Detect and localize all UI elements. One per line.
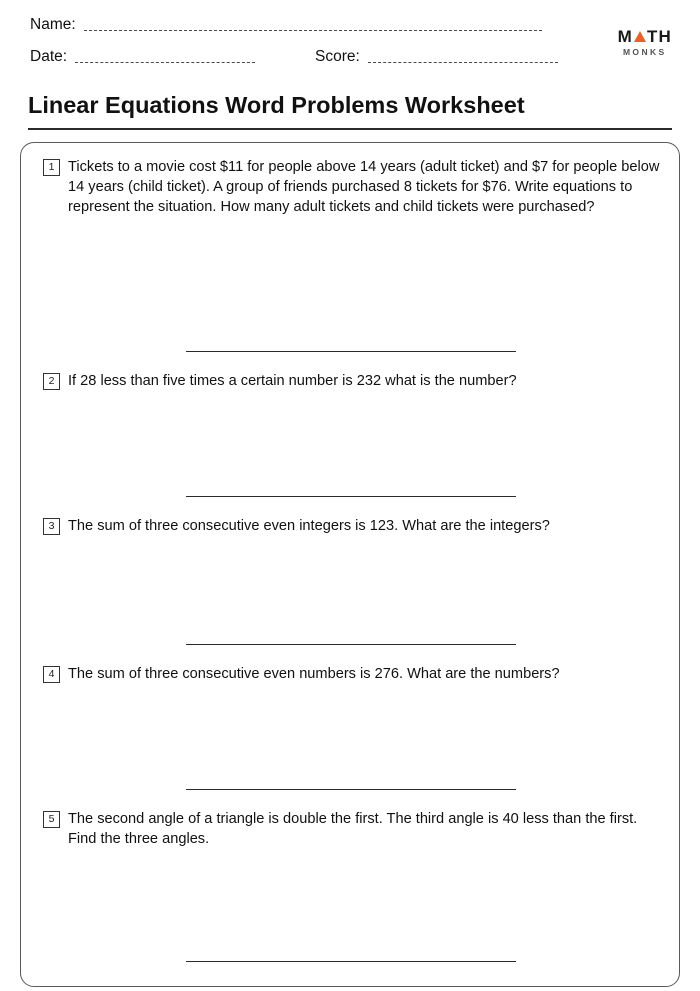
- problem-2-answer-line[interactable]: [186, 496, 516, 497]
- problem-3-answer-line[interactable]: [186, 644, 516, 645]
- logo-subtitle: MONKS: [622, 47, 667, 57]
- problem-3: [43, 516, 665, 536]
- triangle-icon: [634, 31, 646, 42]
- problem-2-text: If 28 less than five times a certain number is 232 what is the number?: [68, 373, 517, 389]
- problem-1-number: 1: [43, 159, 60, 176]
- problem-5-head: [43, 809, 665, 849]
- logo-text-after: TH: [646, 27, 672, 46]
- score-input[interactable]: [368, 62, 558, 63]
- problem-3-number: 3: [43, 518, 60, 535]
- score-field-row: [315, 48, 570, 66]
- name-label: Name:: [30, 16, 76, 33]
- problem-5-number: 5: [43, 811, 60, 828]
- name-field-row: [30, 16, 570, 34]
- problem-4-text: The sum of three consecutive even numbers is 276. What are the numbers?: [68, 666, 560, 682]
- worksheet-card: [20, 142, 680, 987]
- problem-1-text: Tickets to a movie cost $11 for people above 14 years (adult ticket) and $7 for people below 14 years (child ticket). A group of friends purchased 8 tickets for $76. Write equations to represent the situation. How many adult tickets and child tickets were purchased?: [68, 159, 660, 215]
- name-input[interactable]: [84, 30, 542, 31]
- math-monks-logo: [618, 28, 672, 57]
- score-label: Score:: [315, 48, 360, 65]
- date-input[interactable]: [75, 62, 255, 63]
- problem-1-head: [43, 157, 665, 217]
- worksheet-header: [0, 0, 700, 88]
- logo-wordmark: [618, 28, 672, 45]
- problem-3-text: The sum of three consecutive even integers is 123. What are the integers?: [68, 518, 550, 534]
- problem-4-number: 4: [43, 666, 60, 683]
- problem-2-head: [43, 371, 665, 391]
- date-label: Date:: [30, 48, 68, 65]
- problem-1: [43, 157, 665, 217]
- problem-4: [43, 664, 665, 684]
- problem-5: [43, 809, 665, 849]
- problem-3-head: [43, 516, 665, 536]
- problem-4-head: [43, 664, 665, 684]
- problem-5-text: The second angle of a triangle is double the first. The third angle is 40 less than the first. Find the three angles.: [68, 811, 638, 847]
- problem-1-answer-line[interactable]: [186, 351, 516, 352]
- logo-text-before: M: [617, 27, 633, 46]
- problem-2: [43, 371, 665, 391]
- problem-2-number: 2: [43, 373, 60, 390]
- date-field-row: [30, 48, 280, 66]
- problem-5-answer-line[interactable]: [186, 961, 516, 962]
- page-title: Linear Equations Word Problems Worksheet: [28, 92, 672, 130]
- problem-4-answer-line[interactable]: [186, 789, 516, 790]
